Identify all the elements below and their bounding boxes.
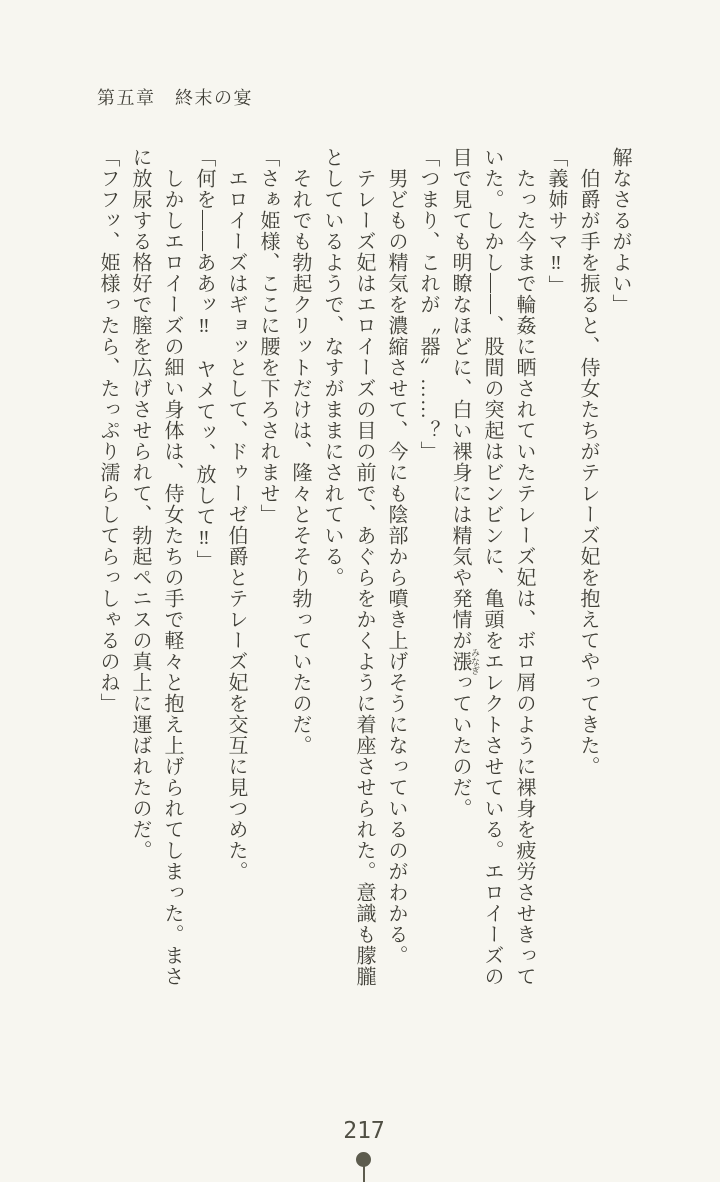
pin-ornament-icon: [355, 1152, 373, 1182]
paragraph: 解なさるがよい」: [609, 147, 631, 315]
ruby-annotated-kanji: 漲 みなぎ: [449, 648, 480, 675]
paragraph: 「さぁ姫様、ここに腰を下ろされませ」: [257, 147, 279, 525]
paragraph: 「義姉サマ‼」: [545, 147, 567, 296]
paragraph: 「フフッ、姫様ったら、たっぷり濡らしてらっしゃるのね」: [97, 147, 119, 714]
paragraph: しかしエロイーズの細い身体は、侍女たちの手で軽々と抱え上げられてしまった。まさに放尿する格好で膣を広げさせられて、勃起ペニスの真上に運ばれたのだ。: [129, 147, 183, 987]
paragraph: 「何を――ああッ‼ ヤメてッ、放して‼」: [193, 147, 215, 571]
paragraph: エロイーズはギョッとして、ドゥーゼ伯爵とテレーズ妃を交互に見つめた。: [225, 168, 247, 882]
page-number: 217: [343, 1118, 385, 1144]
paragraph: 伯爵が手を振ると、侍女たちがテレーズ妃を抱えてやってきた。: [577, 168, 599, 777]
paragraph: それでも勃起クリットだけは、隆々とそそり勃っていたのだ。: [289, 168, 311, 756]
paragraph: 男どもの精気を濃縮させて、今にも陰部から噴き上げそうになっているのがわかる。: [385, 168, 407, 966]
paragraph: たった今まで輪姦に晒されていたテレーズ妃は、ボロ屑のように裸身を疲労させきっていた。しかし――、股間の突起はビンビンに、亀頭をエレクトさせている。エロイーズの目で見ても明瞭なほどに、白い裸身には精気や発情が漲 みなぎっていたのだ。: [449, 147, 535, 987]
paragraph: 「つまり、これが〝器〟……？」: [417, 147, 439, 462]
body-text: [92, 147, 636, 991]
chapter-header: 第五章 終末の宴: [97, 88, 253, 108]
ornament-circle: [356, 1152, 371, 1167]
paragraph: テレーズ妃はエロイーズの目の前で、あぐらをかくように着座させられた。意識も朦朧としているようで、なすがままにされている。: [321, 147, 375, 987]
ornament-line: [363, 1166, 365, 1182]
